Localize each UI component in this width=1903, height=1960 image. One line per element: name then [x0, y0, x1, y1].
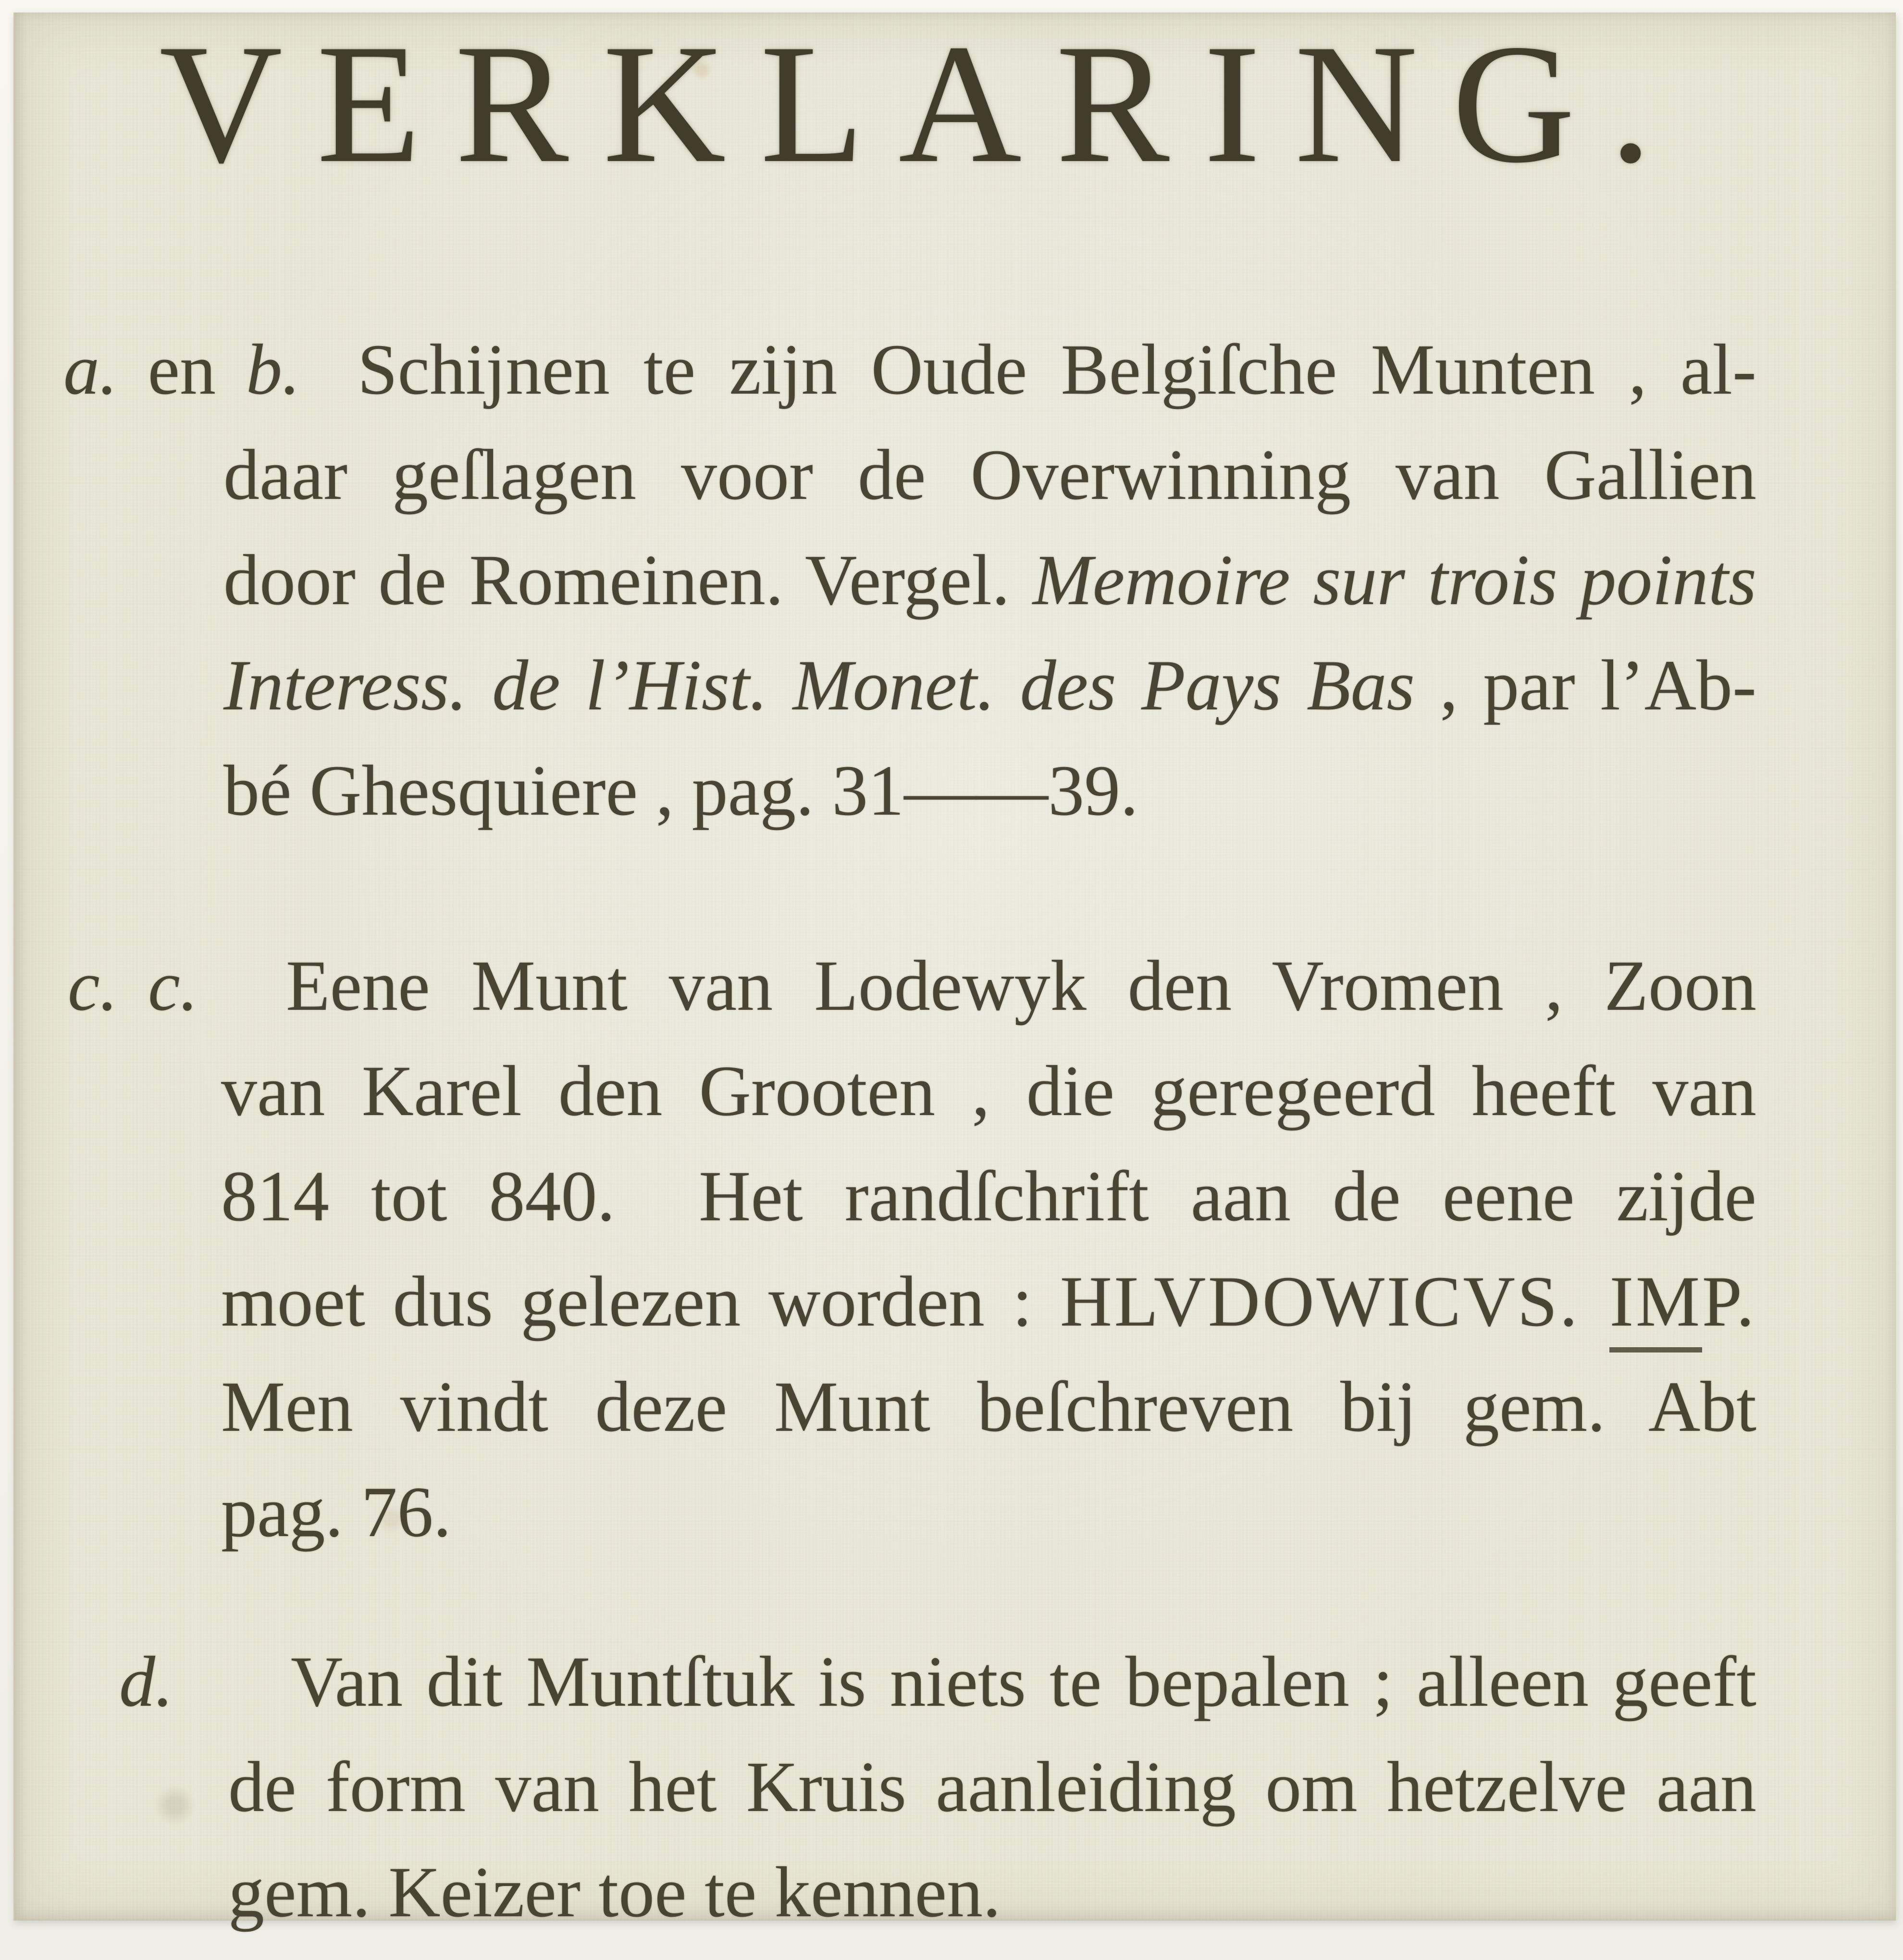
text-segment: pag. 76. [221, 1472, 452, 1552]
text-segment: Men vindt deze Munt beſchreven bij gem. Abt [221, 1367, 1756, 1447]
text-segment: de form van het Kruis aanleiding om hetzelve aan [228, 1747, 1756, 1827]
text-segment: van Karel den Grooten , die geregeerd heeft van [221, 1051, 1756, 1131]
text-line [228, 1840, 1756, 1945]
text-segment-italic: Interess. de l’Hist. Monet. des Pays Bas [223, 645, 1415, 725]
text-line [228, 1735, 1756, 1840]
paragraph-c-c [68, 933, 1757, 1565]
text-segment-italic: Memoire sur trois points [1032, 540, 1757, 620]
text-line [221, 1354, 1756, 1460]
text-line [221, 1460, 1756, 1565]
page-title: VERKLARING. [159, 9, 1686, 198]
text-line [223, 317, 1756, 422]
label-word-en: en [117, 330, 247, 409]
text-line [223, 633, 1756, 738]
text-segment: moet dus gelezen worden : [221, 1262, 1060, 1341]
label-letter-a: a. [63, 330, 118, 409]
text-segment: daar geſlagen voor de Overwinning van Gallien [223, 435, 1756, 515]
text-line [223, 422, 1756, 528]
item-label-a-en-b [63, 317, 300, 422]
coin-legend-underlined: IM [1609, 1262, 1702, 1352]
text-segment: , par l’Ab- [1414, 645, 1756, 725]
text-line [221, 1039, 1756, 1144]
text-segment: door de Romeinen. Vergel. [223, 540, 1033, 620]
text-line [221, 1249, 1756, 1354]
label-letter-d: d. [119, 1642, 173, 1722]
text-line [221, 933, 1756, 1039]
text-segment: Eene Munt van Lodewyk den Vromen , Zoon [286, 946, 1756, 1026]
text-segment: gem. Keizer toe te kennen. [228, 1852, 1001, 1932]
paragraph-d [119, 1629, 1756, 1945]
text-line [221, 1144, 1756, 1249]
text-segment: Van dit Muntſtuk is niets te bepalen ; alleen geeft [291, 1642, 1756, 1722]
text-line [228, 1629, 1756, 1735]
text-line [223, 528, 1756, 633]
text-segment: bé Ghesquiere , pag. 31——39. [223, 751, 1138, 831]
paragraph-a-en-b [63, 317, 1757, 844]
text-line [223, 738, 1756, 844]
coin-legend-text: P. [1702, 1262, 1757, 1341]
label-letter-b: b. [246, 330, 300, 409]
label-letters-c-c: c. c. [68, 946, 198, 1026]
coin-legend-text: HLVDOWICVS. [1060, 1262, 1610, 1341]
text-segment: 814 tot 840. Het randſchrift aan de eene zijde [221, 1156, 1756, 1236]
item-label-d [119, 1629, 173, 1735]
text-segment: Schijnen te zijn Oude Belgiſche Munten , al- [358, 330, 1756, 409]
item-label-c-c [68, 933, 198, 1039]
